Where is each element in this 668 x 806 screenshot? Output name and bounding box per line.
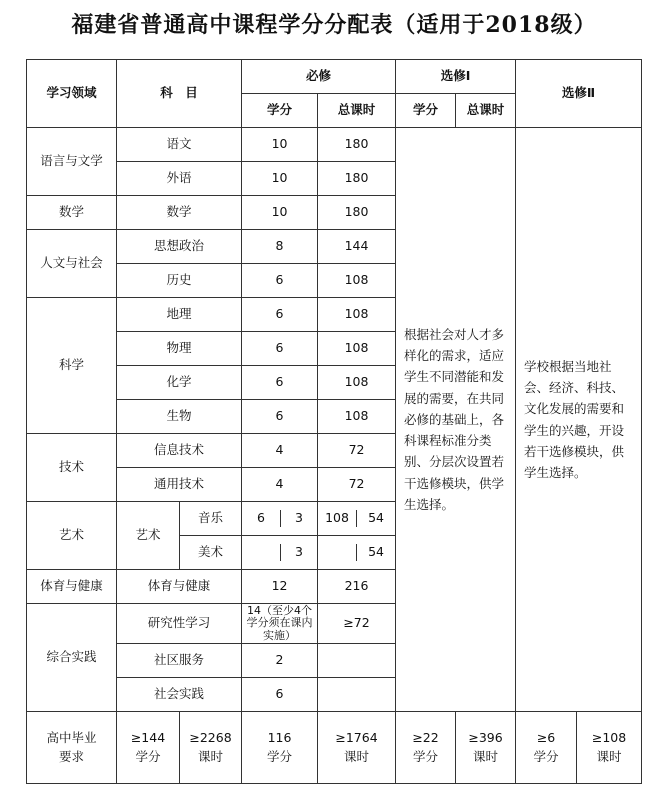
subject-cell: 社会实践 <box>117 678 242 712</box>
elective2-credits-cell <box>516 712 577 784</box>
hours-cell: 72 <box>318 434 396 468</box>
hours-cell: ≥72 <box>318 604 396 644</box>
subject-cell: 音乐 <box>180 502 242 536</box>
credits-cell: 2 <box>242 644 318 678</box>
credits-cell: 12 <box>242 570 318 604</box>
credits-cell: 8 <box>242 230 318 264</box>
credits-cell: 3 <box>280 510 317 527</box>
domain-cell: 艺术 <box>27 502 117 570</box>
subject-cell: 信息技术 <box>117 434 242 468</box>
required-credits-value: 116 <box>267 729 292 745</box>
credits-cell <box>242 536 318 570</box>
hours-cell: 54 <box>356 510 395 527</box>
domain-cell: 人文与社会 <box>27 230 117 298</box>
page-title: 福建省普通高中课程学分分配表（适用于2018级） <box>71 12 597 38</box>
required-credits-unit: 学分 <box>267 748 293 764</box>
total-hours-value: ≥2268 <box>189 729 232 745</box>
domain-cell: 体育与健康 <box>27 570 117 604</box>
elective1-hours-header: 总课时 <box>456 94 516 128</box>
credits-cell: 3 <box>280 544 317 561</box>
credits-cell: 10 <box>242 196 318 230</box>
credits-cell <box>242 502 318 536</box>
subject-cell: 思想政治 <box>117 230 242 264</box>
elective2-credits-unit: 学分 <box>533 748 559 764</box>
graduation-label-text: 高中毕业要求 <box>46 729 97 764</box>
subject-cell: 通用技术 <box>117 468 242 502</box>
total-credits-unit: 学分 <box>135 748 161 764</box>
elective2-credits-value: ≥6 <box>536 729 556 745</box>
elective1-credits-value: ≥22 <box>412 729 439 745</box>
total-credits-value: ≥144 <box>130 729 166 745</box>
required-hours-cell <box>318 712 396 784</box>
graduation-row <box>27 712 642 784</box>
hours-cell <box>318 644 396 678</box>
elective2-header: 选修Ⅱ <box>516 60 642 128</box>
hours-cell <box>318 536 396 570</box>
credits-cell: 6 <box>242 298 318 332</box>
hours-cell: 180 <box>318 196 396 230</box>
elective2-hours-value: ≥108 <box>591 729 627 745</box>
hours-cell: 216 <box>318 570 396 604</box>
hours-cell: 108 <box>318 264 396 298</box>
elective1-credits-cell <box>396 712 456 784</box>
subject-cell: 语文 <box>117 128 242 162</box>
domain-cell: 数学 <box>27 196 117 230</box>
subject-cell: 美术 <box>180 536 242 570</box>
credits-cell: 14（至少4个学分须在课内实施） <box>242 604 318 644</box>
hours-cell: 54 <box>356 544 395 561</box>
required-hours-unit: 课时 <box>344 748 370 764</box>
hours-cell: 108 <box>318 298 396 332</box>
subject-cell: 生物 <box>117 400 242 434</box>
total-hours-cell <box>180 712 242 784</box>
hours-cell: 108 <box>318 400 396 434</box>
elective1-description: 根据社会对人才多样化的需求，适应学生不同潜能和发展的需要，在共同必修的基础上，各科课程标准分类别、分层次设置若干选修模块，供学生选择。 <box>396 128 516 712</box>
elective1-credits-header: 学分 <box>396 94 456 128</box>
elective1-hours-cell <box>456 712 516 784</box>
elective2-hours-cell <box>577 712 642 784</box>
subject-cell: 物理 <box>117 332 242 366</box>
credits-cell: 4 <box>242 434 318 468</box>
hours-cell: 180 <box>318 128 396 162</box>
subject-cell: 数学 <box>117 196 242 230</box>
hours-cell: 180 <box>318 162 396 196</box>
domain-header: 学习领域 <box>27 60 117 128</box>
subject-cell: 化学 <box>117 366 242 400</box>
hours-cell: 72 <box>318 468 396 502</box>
subject-cell: 艺术 <box>117 502 180 570</box>
subject-cell: 研究性学习 <box>117 604 242 644</box>
required-header: 必修 <box>242 60 396 94</box>
hours-cell: 108 <box>318 332 396 366</box>
credit-table <box>26 59 642 784</box>
required-credits-cell <box>242 712 318 784</box>
subject-header: 科 目 <box>117 60 242 128</box>
hours-cell: 144 <box>318 230 396 264</box>
table-row <box>27 128 642 162</box>
elective1-hours-value: ≥396 <box>468 729 503 745</box>
total-credits-cell <box>117 712 180 784</box>
elective2-description: 学校根据当地社会、经济、科技、文化发展的需要和学生的兴趣，开设若干选修模块，供学生选择。 <box>516 128 642 712</box>
credits-cell: 10 <box>242 162 318 196</box>
hours-cell: 108 <box>318 366 396 400</box>
arts-total-credits: 6 <box>257 510 265 526</box>
domain-cell: 科学 <box>27 298 117 434</box>
subject-cell: 地理 <box>117 298 242 332</box>
arts-total-hours: 108 <box>325 510 349 526</box>
domain-cell: 技术 <box>27 434 117 502</box>
subject-cell: 外语 <box>117 162 242 196</box>
credits-cell: 10 <box>242 128 318 162</box>
credits-cell: 6 <box>242 678 318 712</box>
total-hours-unit: 课时 <box>198 748 224 764</box>
required-credits-header: 学分 <box>242 94 318 128</box>
credits-cell: 6 <box>242 264 318 298</box>
elective2-hours-unit: 课时 <box>596 748 622 764</box>
credits-cell: 6 <box>242 400 318 434</box>
subject-cell: 体育与健康 <box>117 570 242 604</box>
elective1-header: 选修Ⅰ <box>396 60 516 94</box>
domain-cell: 综合实践 <box>27 604 117 712</box>
required-hours-header: 总课时 <box>318 94 396 128</box>
elective1-credits-unit: 学分 <box>413 748 439 764</box>
domain-cell: 语言与文学 <box>27 128 117 196</box>
hours-cell <box>318 502 396 536</box>
graduation-label <box>27 712 117 784</box>
subject-cell: 社区服务 <box>117 644 242 678</box>
hours-cell <box>318 678 396 712</box>
elective1-hours-unit: 课时 <box>473 748 499 764</box>
credits-cell: 6 <box>242 366 318 400</box>
credits-cell: 4 <box>242 468 318 502</box>
subject-cell: 历史 <box>117 264 242 298</box>
credits-cell: 6 <box>242 332 318 366</box>
required-hours-value: ≥1764 <box>335 729 378 745</box>
